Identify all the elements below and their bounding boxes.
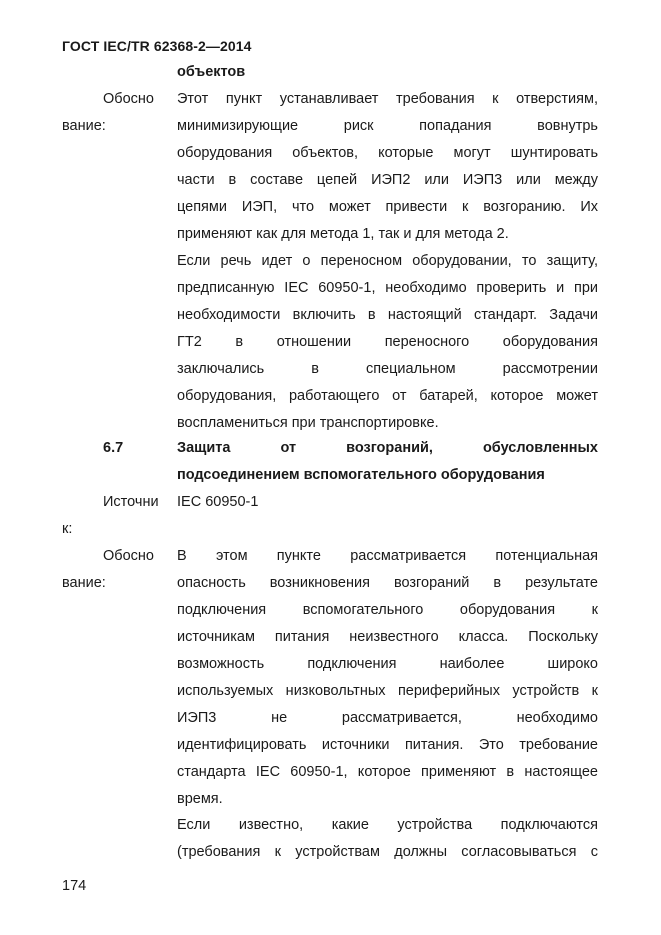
label-obosnovanie-1a: Обосно — [103, 91, 154, 107]
text-line: оборудования объектов, которые могут шунтировать — [177, 145, 598, 161]
text-line: время. — [177, 791, 223, 807]
text-line: опасность возникновения возгораний в результате — [177, 575, 598, 591]
text-line: В этом пункте рассматривается потенциальная — [177, 548, 598, 564]
text-line: части в составе цепей ИЭП2 или ИЭП3 или между — [177, 172, 598, 188]
source-value: IEC 60950-1 — [177, 494, 259, 510]
text-line: предписанную IEC 60950-1, необходимо проверить и при — [177, 280, 598, 296]
section-title-line: подсоединением вспомогательного оборудования — [177, 467, 545, 483]
section-title-line: Защита от возгораний, обусловленных — [177, 440, 598, 456]
label-obosnovanie-2b: вание: — [62, 575, 106, 591]
text-line: Этот пункт устанавливает требования к отверстиям, — [177, 91, 598, 107]
text-line: необходимости включить в настоящий стандарт. Задачи — [177, 307, 598, 323]
text-line: ГТ2 в отношении переносного оборудования — [177, 334, 598, 350]
text-line: ИЭП3 не рассматривается, необходимо — [177, 710, 598, 726]
text-line: стандарта IEC 60950-1, которое применяют в настоящее — [177, 764, 598, 780]
text-line: идентифицировать источники питания. Это требование — [177, 737, 598, 753]
text-line: минимизирующие риск попадания вовнутрь — [177, 118, 598, 134]
text-line: воспламениться при транспортировке. — [177, 415, 439, 431]
text-line: заключались в специальном рассмотрении — [177, 361, 598, 377]
text-line: используемых низковольтных периферийных устройств к — [177, 683, 598, 699]
label-obosnovanie-1b: вание: — [62, 118, 106, 134]
label-istochnik-a: Источни — [103, 494, 159, 510]
text-line: источникам питания неизвестного класса. Поскольку — [177, 629, 598, 645]
document-header: ГОСТ IEC/TR 62368-2—2014 — [62, 38, 252, 54]
text-line: оборудования, работающего от батарей, которое может — [177, 388, 598, 404]
text-line: возможность подключения наиболее широко — [177, 656, 598, 672]
page-number: 174 — [62, 878, 87, 894]
label-obosnovanie-2a: Обосно — [103, 548, 154, 564]
text-line: (требования к устройствам должны согласовываться с — [177, 844, 598, 860]
text-line: цепями ИЭП, что может привести к возгоранию. Их — [177, 199, 598, 215]
heading-continuation: объектов — [177, 64, 246, 80]
text-line: Если известно, какие устройства подключаются — [177, 817, 598, 833]
text-line: Если речь идет о переносном оборудовании, то защиту, — [177, 253, 598, 269]
text-line: подключения вспомогательного оборудования к — [177, 602, 598, 618]
label-istochnik-b: к: — [62, 521, 73, 537]
text-line: применяют как для метода 1, так и для метода 2. — [177, 226, 509, 242]
section-number: 6.7 — [103, 440, 124, 456]
